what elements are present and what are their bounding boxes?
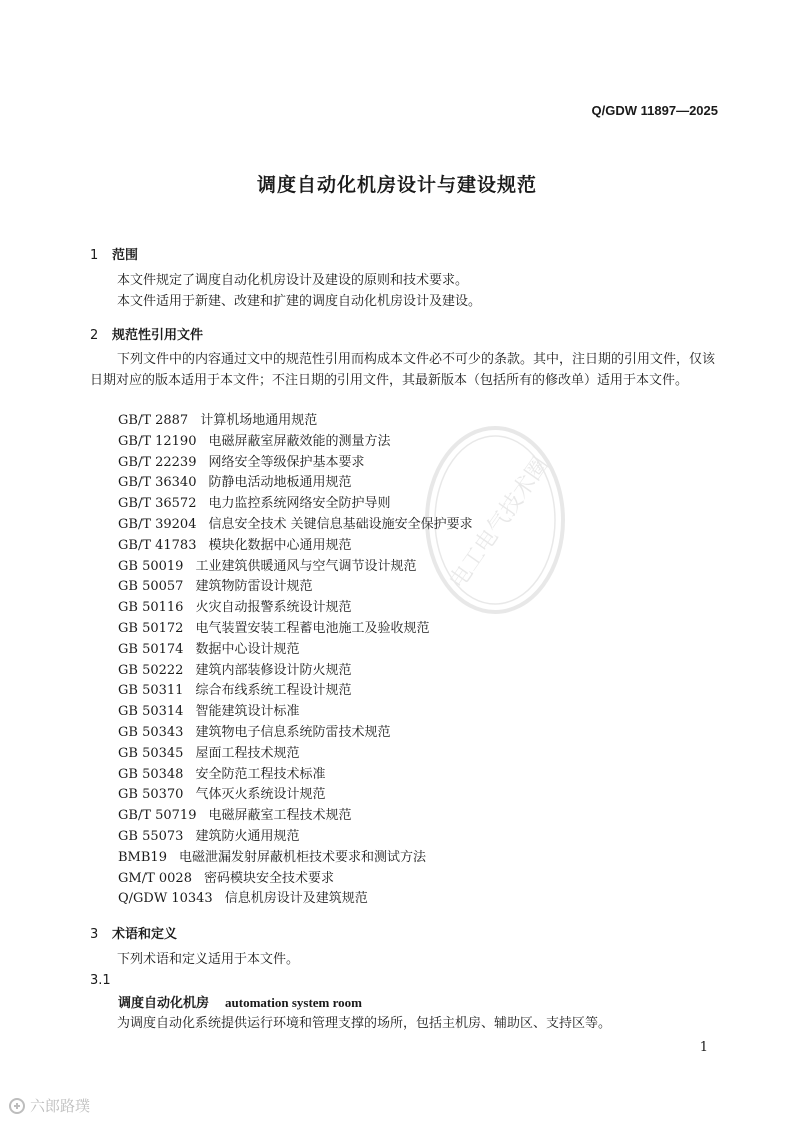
reference-code: GB 50314 <box>118 704 184 720</box>
reference-code: GB 50370 <box>118 787 184 803</box>
section-1-heading <box>90 244 138 263</box>
reference-title: 综合布线系统工程设计规范 <box>195 683 352 699</box>
reference-title: 防静电活动地板通用规范 <box>208 475 352 491</box>
reference-code: GB 55073 <box>118 828 184 844</box>
reference-item <box>118 702 473 723</box>
term-number: 3.1 <box>90 973 111 988</box>
reference-title: 电磁屏蔽室工程技术规范 <box>208 808 352 824</box>
reference-title: 安全防范工程技术标准 <box>195 766 326 782</box>
reference-code: GB/T 41783 <box>118 537 197 553</box>
reference-title: 建筑物防雷设计规范 <box>195 579 313 595</box>
reference-code: GB 50222 <box>118 662 184 678</box>
term-heading <box>118 992 748 1014</box>
section-title: 术语和定义 <box>112 927 178 942</box>
reference-title: 信息安全技术 关键信息基础设施安全保护要求 <box>208 516 473 532</box>
seal-stamp-watermark <box>420 420 570 620</box>
reference-title: 数据中心设计规范 <box>195 641 300 657</box>
reference-title: 建筑内部装修设计防火规范 <box>195 662 352 678</box>
reference-title: 信息机房设计及建筑规范 <box>224 891 368 907</box>
reference-item <box>118 744 473 765</box>
section-number: 3 <box>90 927 99 942</box>
reference-code: GB/T 36572 <box>118 496 197 512</box>
reference-code: GB 50172 <box>118 620 184 636</box>
paragraph: 本文件适用于新建、改建和扩建的调度自动化机房设计及建设。 <box>117 294 482 309</box>
section-2-intro: 下列文件中的内容通过文中的规范性引用而构成本文件必不可少的条款。其中，注日期的引用文件，仅该日期对应的版本适用于本文件；不注日期的引用文件，其最新版本（包括所有的修改单）适用于本文件。 <box>90 352 716 388</box>
page-number: 1 <box>699 1040 708 1055</box>
watermark-logo-icon <box>8 1097 26 1115</box>
reference-code: GB/T 12190 <box>118 433 197 449</box>
stamp-text: 电工电气技术圈 <box>445 452 554 594</box>
reference-code: GB 50343 <box>118 724 184 740</box>
reference-item <box>118 681 473 702</box>
reference-item <box>118 640 473 661</box>
reference-title: 火灾自动报警系统设计规范 <box>195 600 352 616</box>
reference-title: 电磁屏蔽室屏蔽效能的测量方法 <box>208 433 391 449</box>
reference-title: 工业建筑供暖通风与空气调节设计规范 <box>195 558 417 574</box>
reference-title: 建筑防火通用规范 <box>195 828 300 844</box>
reference-title: 建筑物电子信息系统防雷技术规范 <box>195 724 391 740</box>
reference-code: BMB19 <box>118 849 167 865</box>
reference-item <box>118 827 473 848</box>
reference-item <box>118 848 473 869</box>
reference-title: 网络安全等级保护基本要求 <box>208 454 365 470</box>
reference-code: GB 50345 <box>118 745 184 761</box>
reference-item <box>118 765 473 786</box>
reference-code: GB 50116 <box>118 600 184 616</box>
reference-item <box>118 785 473 806</box>
reference-code: GB 50348 <box>118 766 184 782</box>
reference-title: 模块化数据中心通用规范 <box>208 537 352 553</box>
paragraph: 本文件规定了调度自动化机房设计及建设的原则和技术要求。 <box>117 273 469 288</box>
reference-item <box>118 806 473 827</box>
term-chinese: 调度自动化机房 <box>118 996 210 1011</box>
reference-title: 电磁泄漏发射屏蔽机柜技术要求和测试方法 <box>178 849 426 865</box>
reference-item <box>118 723 473 744</box>
reference-code: Q/GDW 10343 <box>118 891 213 907</box>
section-title: 范围 <box>112 248 139 263</box>
reference-code: GB 50019 <box>118 558 184 574</box>
reference-item <box>118 619 473 640</box>
reference-title: 电力监控系统网络安全防护导则 <box>208 496 391 512</box>
document-title: 调度自动化机房设计与建设规范 <box>256 174 537 196</box>
reference-title: 屋面工程技术规范 <box>195 745 300 761</box>
reference-item <box>118 869 473 890</box>
reference-title: 电气装置安装工程蓄电池施工及验收规范 <box>195 620 430 636</box>
watermark-text: 六郎路璞 <box>30 1097 91 1115</box>
reference-title: 密码模块安全技术要求 <box>203 870 334 886</box>
term-definition: 为调度自动化系统提供运行环境和管理支撑的场所，包括主机房、辅助区、支持区等。 <box>117 1016 612 1031</box>
section-3-heading <box>90 923 177 942</box>
reference-code: GM/T 0028 <box>118 870 192 886</box>
section-3-intro: 下列术语和定义适用于本文件。 <box>117 952 300 967</box>
reference-item <box>118 661 473 682</box>
reference-code: GB 50174 <box>118 641 184 657</box>
watermark <box>8 1095 90 1116</box>
standard-number: Q/GDW 11897—2025 <box>591 103 718 118</box>
section-2-heading <box>90 324 203 343</box>
reference-code: GB/T 50719 <box>118 808 197 824</box>
reference-code: GB 50311 <box>118 683 184 699</box>
reference-title: 气体灭火系统设计规范 <box>195 787 326 803</box>
reference-item <box>118 889 473 910</box>
reference-code: GB 50057 <box>118 579 184 595</box>
reference-code: GB/T 2887 <box>118 413 189 428</box>
reference-code: GB/T 39204 <box>118 516 197 532</box>
reference-code: GB/T 36340 <box>118 475 197 491</box>
section-number: 2 <box>90 328 99 343</box>
reference-title: 智能建筑设计标准 <box>195 704 300 720</box>
section-number: 1 <box>90 248 99 263</box>
section-title: 规范性引用文件 <box>112 328 204 343</box>
reference-code: GB/T 22239 <box>118 454 197 470</box>
term-english: automation system room <box>225 995 362 1010</box>
reference-title: 计算机场地通用规范 <box>200 413 318 428</box>
